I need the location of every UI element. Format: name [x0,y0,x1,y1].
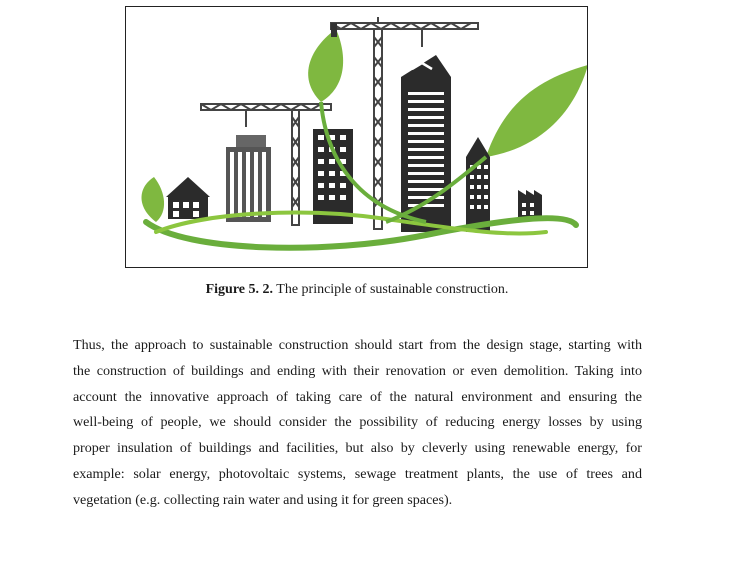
skyscraper-building-icon [401,51,451,232]
figure-caption-text: The principle of sustainable construction. [276,282,509,297]
body-paragraph [73,333,642,514]
paragraph-line: well-being of people, we should consider the possibility of reducing energy losses by using [73,414,642,431]
figure-image [125,6,588,268]
paragraph-line: the construction of buildings and ending with their renovation or even demolition. Taking into [73,362,642,379]
leaf-left-icon [142,177,165,222]
crane-counterweight-icon [331,23,337,37]
figure-label: Figure 5. 2. [205,282,274,297]
right-tower-building-icon [466,137,490,232]
house-building-icon [166,177,210,219]
paragraph-line: example: solar energy, photovoltaic systems, sewage treatment plants, the use of trees and [73,465,642,482]
factory-building-icon [518,190,542,219]
paragraph-line: Thus, the approach to sustainable construction should start from the design stage, starting with [73,337,642,353]
leaf-top-icon [308,29,343,102]
paragraph-line: account the innovative approach of taking care of the natural environment and ensuring the [73,388,642,405]
leaf-right-icon [486,65,587,157]
figure-caption [0,281,714,299]
paragraph-line: vegetation (e.g. collecting rain water and using it for green spaces). [73,491,453,508]
office-building-icon [226,135,271,222]
paragraph-line: proper insulation of buildings and facilities, but also by cleverly using renewable energy, for [73,440,642,457]
sustainable-city-illustration [126,7,587,267]
